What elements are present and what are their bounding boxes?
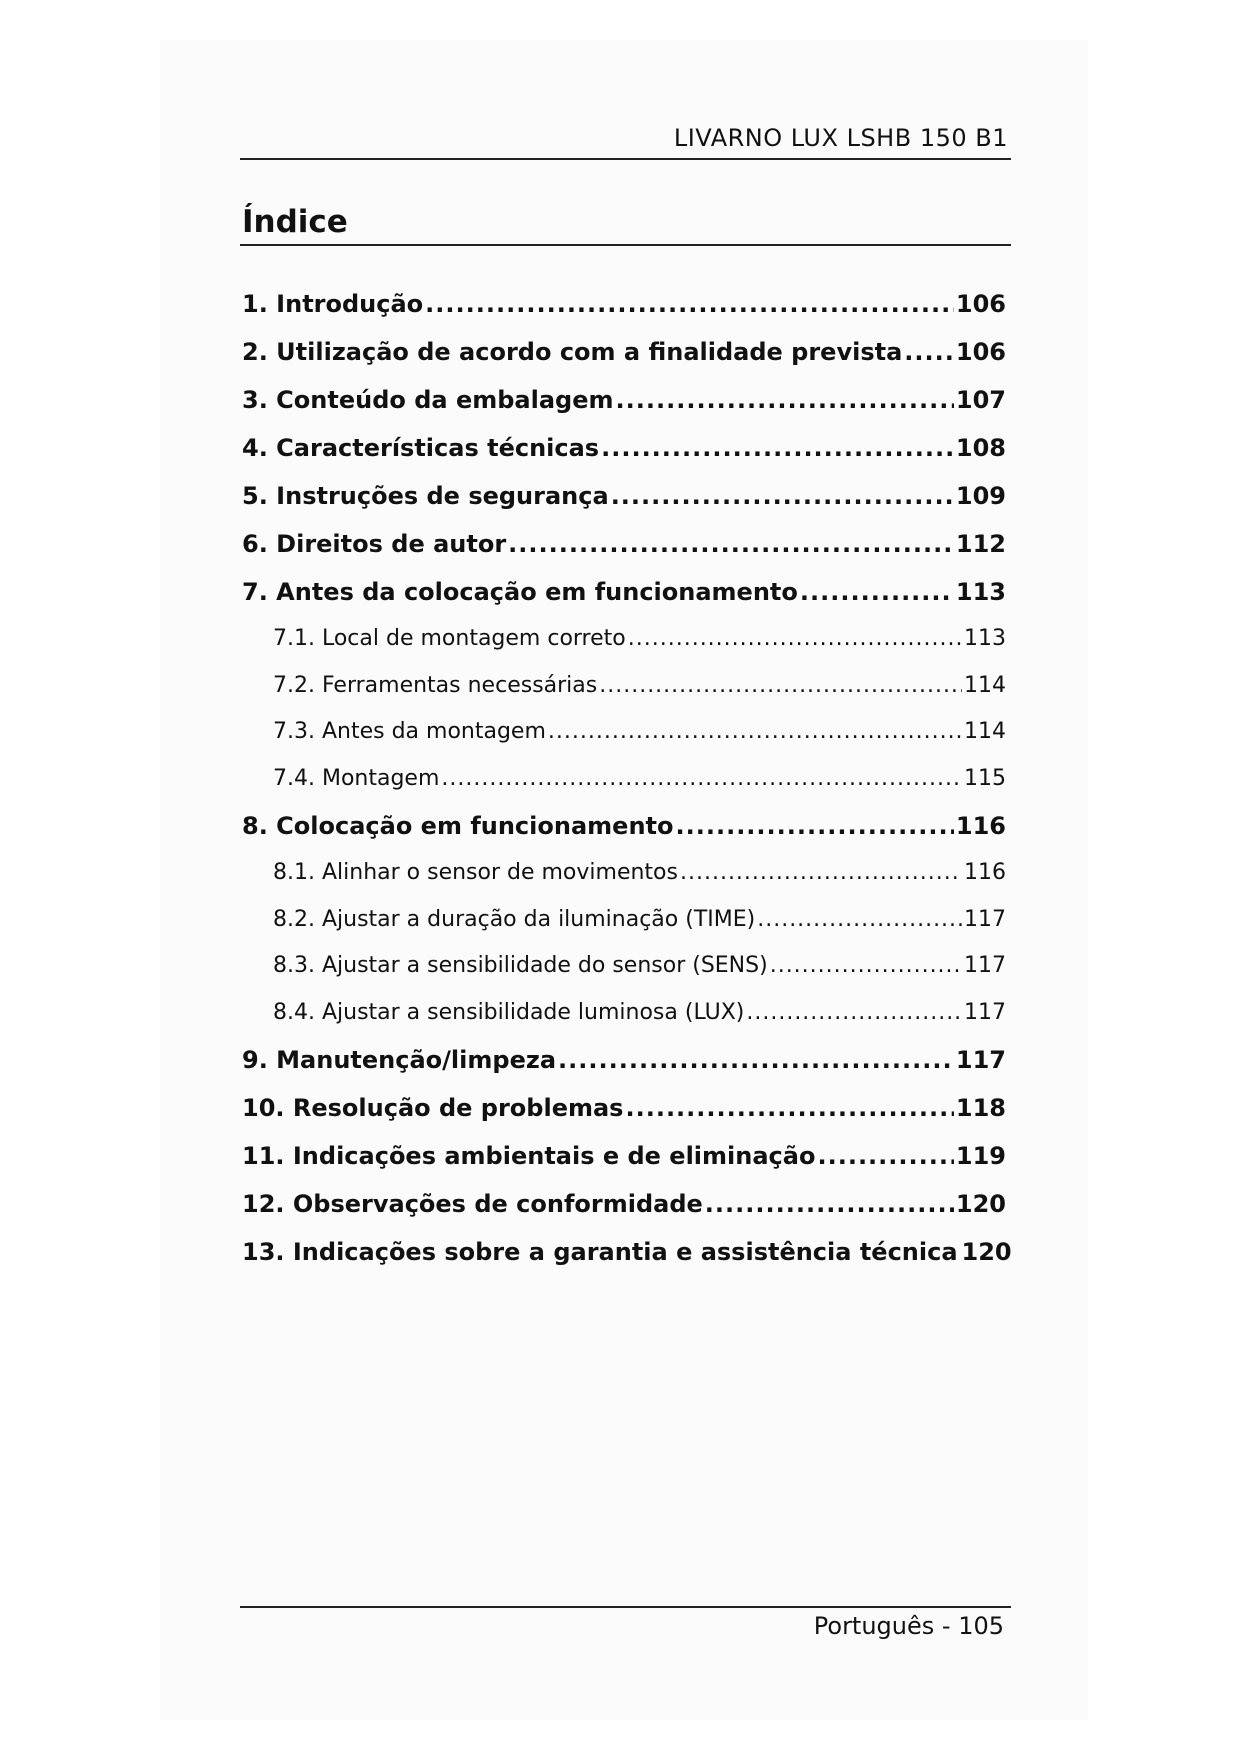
toc-leader-dots xyxy=(817,1132,953,1180)
toc-subentry[interactable] xyxy=(242,990,1006,1037)
toc-entry-page: 106 xyxy=(955,290,1006,318)
toc-entry[interactable] xyxy=(242,376,1006,424)
toc-entry-label: 3. Conteúdo da embalagem xyxy=(242,386,614,414)
toc-entry[interactable] xyxy=(242,1036,1006,1084)
toc-leader-dots xyxy=(800,568,954,616)
toc-entry-page: 119 xyxy=(955,1142,1006,1170)
toc-leader-dots xyxy=(599,663,962,710)
toc-leader-dots xyxy=(675,802,953,850)
toc-leader-dots xyxy=(625,1084,953,1132)
toc-entry-label: 7. Antes da colocação em funcionamento xyxy=(242,578,798,606)
toc-entry-page: 116 xyxy=(955,812,1006,840)
toc-leader-dots xyxy=(616,376,954,424)
toc-entry-label: 1. Introdução xyxy=(242,290,424,318)
toc-entry-page: 113 xyxy=(955,578,1006,606)
toc-subentry[interactable] xyxy=(242,616,1006,663)
toc-leader-dots xyxy=(628,616,962,663)
toc-entry-page: 115 xyxy=(964,765,1006,791)
toc-entry-label: 9. Manutenção/limpeza xyxy=(242,1046,557,1074)
toc-entry[interactable] xyxy=(242,1132,1006,1180)
toc-entry[interactable] xyxy=(242,1180,1006,1228)
toc-subentry[interactable] xyxy=(242,756,1006,803)
toc-entry-page: 116 xyxy=(964,860,1006,885)
toc-leader-dots xyxy=(611,472,954,520)
toc-entry[interactable] xyxy=(242,328,1006,376)
toc-entry-label: 4. Características técnicas xyxy=(242,434,600,462)
toc-entry-page: 107 xyxy=(955,386,1006,414)
toc-subentry[interactable] xyxy=(242,943,1006,990)
toc-leader-dots xyxy=(601,424,954,472)
toc-entry-label: 12. Observações de conformidade xyxy=(242,1190,703,1218)
toc-leader-dots xyxy=(746,990,962,1037)
toc-entry-label: 8.3. Ajustar a sensibilidade do sensor (SENS) xyxy=(273,953,768,978)
toc-entry-page: 117 xyxy=(964,999,1006,1025)
toc-entry-page: 109 xyxy=(955,482,1006,510)
footer-divider xyxy=(240,1606,1011,1608)
toc-entry-label: 7.1. Local de montagem correto xyxy=(273,626,626,651)
toc-entry-page: 106 xyxy=(955,338,1006,366)
toc-entry-page: 120 xyxy=(961,1238,1012,1266)
toc-leader-dots xyxy=(508,520,954,568)
toc-leader-dots xyxy=(558,1036,954,1084)
toc-leader-dots xyxy=(770,943,962,990)
toc-entry-page: 108 xyxy=(955,434,1006,462)
toc-subentry[interactable] xyxy=(242,897,1006,944)
document-header-title: LIVARNO LUX LSHB 150 B1 xyxy=(673,124,1008,152)
toc-entry-page: 120 xyxy=(955,1190,1006,1218)
table-of-contents xyxy=(242,280,1012,1276)
toc-entry-label: 7.4. Montagem xyxy=(273,765,440,791)
toc-leader-dots xyxy=(441,756,962,803)
toc-entry-page: 113 xyxy=(964,626,1006,651)
toc-entry[interactable] xyxy=(242,802,1006,850)
toc-entry[interactable] xyxy=(242,1084,1006,1132)
toc-entry-label: 8.2. Ajustar a duração da iluminação (TIME) xyxy=(273,906,756,932)
toc-entry-label: 11. Indicações ambientais e de eliminação xyxy=(242,1142,816,1170)
toc-entry-label: 7.2. Ferramentas necessárias xyxy=(273,672,598,698)
toc-entry-label: 2. Utilização de acordo com a finalidade prevista xyxy=(242,338,903,366)
toc-leader-dots xyxy=(680,850,962,897)
toc-entry-label: 6. Direitos de autor xyxy=(242,530,507,558)
toc-subentry[interactable] xyxy=(242,850,1006,897)
toc-entry-label: 8. Colocação em funcionamento xyxy=(242,812,674,840)
toc-entry[interactable] xyxy=(242,568,1006,616)
toc-subentry[interactable] xyxy=(242,663,1006,710)
toc-entry-page: 114 xyxy=(964,672,1006,698)
toc-leader-dots xyxy=(757,897,962,944)
toc-leader-dots xyxy=(548,709,962,756)
toc-entry[interactable] xyxy=(242,1228,1012,1276)
toc-subentry[interactable] xyxy=(242,709,1006,756)
toc-entry-page: 114 xyxy=(964,719,1006,744)
toc-entry-page: 118 xyxy=(955,1094,1006,1122)
toc-entry-label: 5. Instruções de segurança xyxy=(242,482,609,510)
toc-entry-page: 112 xyxy=(955,530,1006,558)
toc-leader-dots xyxy=(425,280,954,328)
title-divider xyxy=(240,244,1011,246)
toc-entry-page: 117 xyxy=(964,953,1006,978)
toc-entry-page: 117 xyxy=(955,1046,1006,1074)
header-divider xyxy=(240,158,1011,160)
toc-entry-label: 10. Resolução de problemas xyxy=(242,1094,624,1122)
toc-entry-label: 7.3. Antes da montagem xyxy=(273,719,546,744)
toc-entry-label: 8.1. Alinhar o sensor de movimentos xyxy=(273,860,678,885)
toc-entry[interactable] xyxy=(242,280,1006,328)
toc-entry-label: 13. Indicações sobre a garantia e assistência técnica xyxy=(242,1238,958,1266)
toc-entry[interactable] xyxy=(242,424,1006,472)
page-footer: Português - 105 xyxy=(813,1612,1004,1640)
toc-entry-page: 117 xyxy=(964,906,1006,932)
toc-leader-dots xyxy=(705,1180,954,1228)
toc-entry[interactable] xyxy=(242,472,1006,520)
toc-entry-label: 8.4. Ajustar a sensibilidade luminosa (LUX) xyxy=(273,999,745,1025)
page-title: Índice xyxy=(242,204,348,240)
toc-entry[interactable] xyxy=(242,520,1006,568)
toc-leader-dots xyxy=(904,328,954,376)
